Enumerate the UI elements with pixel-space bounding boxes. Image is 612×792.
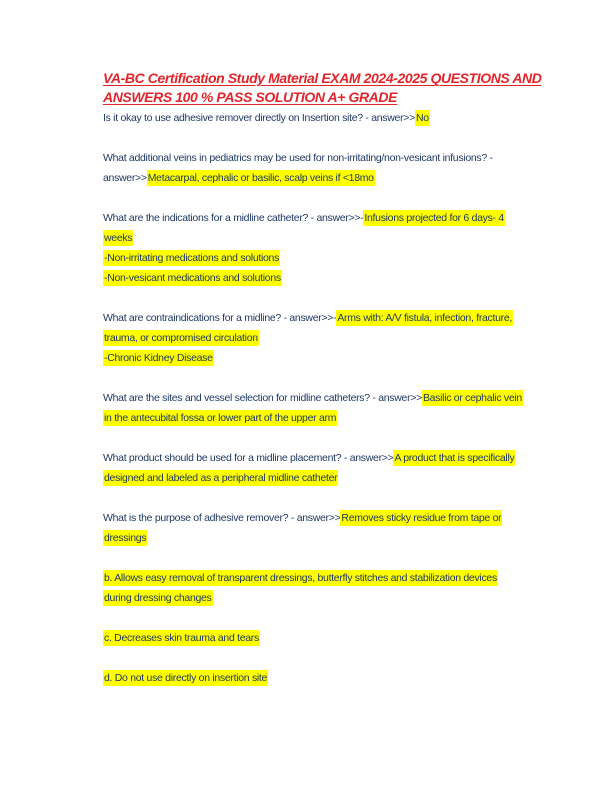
highlighted-answer-text: d. Do not use directly on insertion site: [104, 672, 268, 684]
highlighted-answer-text: -Chronic Kidney Disease: [104, 352, 213, 364]
doc-line: [103, 588, 573, 608]
highlighted-answer-text: Infusions projected for 6 days- 4: [364, 212, 504, 224]
question-text: What are contraindications for a midline? - answer>>-: [103, 312, 337, 324]
doc-line: [103, 168, 573, 188]
highlighted-answer-text: designed and labeled as a peripheral midline catheter: [104, 472, 338, 484]
highlighted-answer-text: during dressing changes: [104, 592, 212, 604]
doc-line: [103, 108, 573, 128]
doc-line: [103, 228, 573, 248]
question-text: What are the indications for a midline catheter? - answer>>-: [103, 212, 364, 224]
blank-line: [103, 608, 573, 628]
doc-line: [103, 568, 573, 588]
question-text: What are the sites and vessel selection for midline catheters? - answer>>: [103, 392, 422, 404]
doc-line: [103, 248, 573, 268]
highlighted-answer-text: No: [415, 112, 429, 124]
highlighted-answer-text: A product that is specifically: [394, 452, 515, 464]
document-body: [103, 108, 573, 688]
question-text: What additional veins in pediatrics may be used for non-irritating/non-vesicant infusions? -: [103, 152, 493, 164]
highlighted-answer-text: Metacarpal, cephalic or basilic, scalp veins if <18mo: [147, 172, 374, 184]
highlighted-answer-text: b. Allows easy removal of transparent dressings, butterfly stitches and stabilization devices: [104, 572, 497, 584]
highlighted-answer-text: Basilic or cephalic vein: [422, 392, 522, 404]
blank-line: [103, 288, 573, 308]
highlighted-answer-text: -Non-vesicant medications and solutions: [104, 272, 281, 284]
document-content: [103, 69, 573, 688]
question-text: answer>>: [103, 172, 147, 184]
question-text: Is it okay to use adhesive remover directly on Insertion site? - answer>>: [103, 112, 415, 124]
question-text: What product should be used for a midline placement? - answer>>: [103, 452, 394, 464]
doc-line: [103, 308, 573, 328]
blank-line: [103, 128, 573, 148]
blank-line: [103, 188, 573, 208]
doc-line: [103, 448, 573, 468]
doc-line: [103, 408, 573, 428]
document-title-line-2: ANSWERS 100 % PASS SOLUTION A+ GRADE: [103, 89, 398, 105]
blank-line: [103, 648, 573, 668]
highlighted-answer-text: trauma, or compromised circulation: [104, 332, 258, 344]
highlighted-answer-text: Arms with: A/V fistula, infection, fracture,: [337, 312, 513, 324]
question-text: What is the purpose of adhesive remover? - answer>>: [103, 512, 341, 524]
highlighted-answer-text: in the antecubital fossa or lower part of the upper arm: [104, 412, 337, 424]
doc-line: [103, 208, 573, 228]
doc-line: [103, 268, 573, 288]
highlighted-answer-text: dressings: [104, 532, 147, 544]
doc-line: [103, 508, 573, 528]
blank-line: [103, 368, 573, 388]
document-title: [103, 69, 573, 107]
highlighted-answer-text: -Non-irritating medications and solutions: [104, 252, 280, 264]
highlighted-answer-text: c. Decreases skin trauma and tears: [104, 632, 259, 644]
document-title-line-1: VA-BC Certification Study Material EXAM 2024-2025 QUESTIONS AND: [103, 70, 542, 86]
doc-line: [103, 528, 573, 548]
doc-line: [103, 388, 573, 408]
blank-line: [103, 548, 573, 568]
blank-line: [103, 428, 573, 448]
blank-line: [103, 488, 573, 508]
highlighted-answer-text: Removes sticky residue from tape or: [341, 512, 502, 524]
doc-line: [103, 348, 573, 368]
doc-line: [103, 628, 573, 648]
doc-line: [103, 468, 573, 488]
highlighted-answer-text: weeks: [104, 232, 133, 244]
doc-line: [103, 148, 573, 168]
doc-line: [103, 668, 573, 688]
doc-line: [103, 328, 573, 348]
